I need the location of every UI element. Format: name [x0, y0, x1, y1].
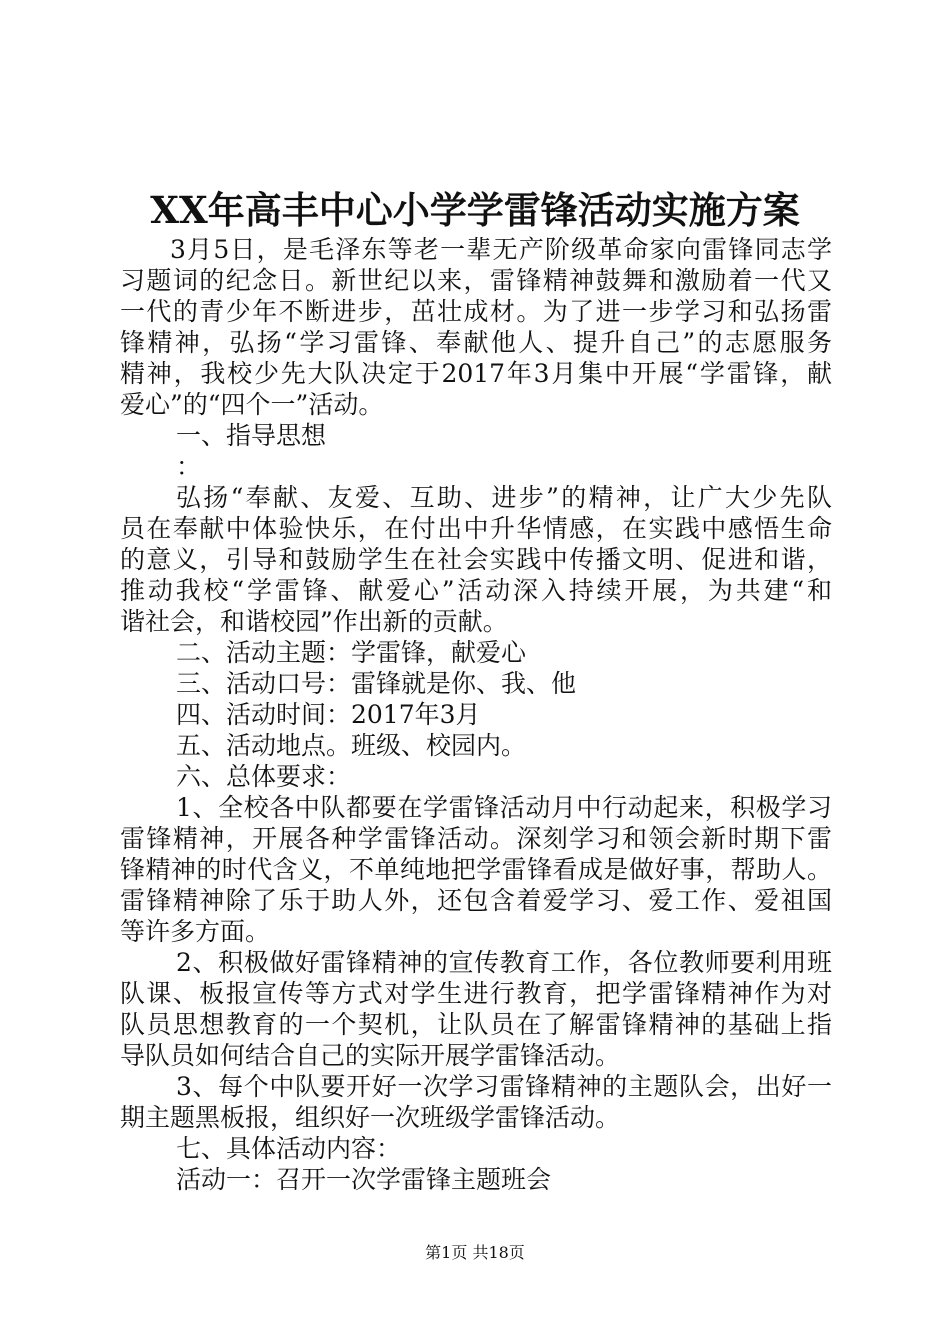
paragraph-line: 3、每个中队要开好一次学习雷锋精神的主题队会，出好一	[176, 1072, 832, 1101]
paragraph-line: 等许多方面。	[120, 917, 271, 946]
paragraph-line: 1、全校各中队都要在学雷锋活动月中行动起来，积极学习	[176, 793, 832, 822]
section-heading: 二、活动主题：学雷锋，献爱心	[176, 638, 527, 667]
paragraph-line: 爱心”的“四个一”活动。	[120, 390, 384, 419]
document-body	[120, 234, 832, 1195]
paragraph-line: 锋精神，弘扬“学习雷锋、奉献他人、提升自己”的志愿服务	[120, 328, 832, 357]
section-heading: 四、活动时间：2017年3月	[176, 700, 481, 729]
paragraph-line: 2、积极做好雷锋精神的宣传教育工作，各位教师要利用班	[176, 948, 832, 977]
section-heading: 七、具体活动内容：	[176, 1134, 402, 1163]
paragraph-line: 的意义，引导和鼓励学生在社会实践中传播文明、促进和谐，	[120, 545, 832, 574]
paragraph-line: 弘扬“奉献、友爱、互助、进步”的精神，让广大少先队	[176, 483, 832, 512]
paragraph-line: 雷锋精神除了乐于助人外，还包含着爱学习、爱工作、爱祖国	[120, 886, 832, 915]
section-heading: 活动一：召开一次学雷锋主题班会	[176, 1165, 552, 1194]
section-colon: ：	[176, 452, 202, 481]
document-title: XX年高丰中心小学学雷锋活动实施方案	[150, 188, 800, 232]
paragraph-line: 期主题黑板报，组织好一次班级学雷锋活动。	[120, 1103, 621, 1132]
paragraph-line: 员在奉献中体验快乐，在付出中升华情感，在实践中感悟生命	[120, 514, 832, 543]
paragraph-line: 3月5日，是毛泽东等老一辈无产阶级革命家向雷锋同志学	[170, 235, 832, 264]
paragraph-line: 精神，我校少先大队决定于2017年3月集中开展“学雷锋，献	[120, 359, 832, 388]
paragraph-line: 队员思想教育的一个契机，让队员在了解雷锋精神的基础上指	[120, 1010, 832, 1039]
paragraph-line: 导队员如何结合自己的实际开展学雷锋活动。	[120, 1041, 621, 1070]
paragraph-line: 一代的青少年不断进步，茁壮成材。为了进一步学习和弘扬雷	[120, 297, 832, 326]
section-heading: 五、活动地点。班级、校园内。	[176, 731, 527, 760]
section-heading: 三、活动口号：雷锋就是你、我、他	[176, 669, 577, 698]
paragraph-line: 习题词的纪念日。新世纪以来，雷锋精神鼓舞和激励着一代又	[120, 266, 832, 295]
paragraph-line: 队课、板报宣传等方式对学生进行教育，把学雷锋精神作为对	[120, 979, 832, 1008]
paragraph-line: 雷锋精神，开展各种学雷锋活动。深刻学习和领会新时期下雷	[120, 824, 832, 853]
section-heading: 六、总体要求：	[176, 762, 352, 791]
paragraph-line: 推动我校“学雷锋、献爱心”活动深入持续开展，为共建“和	[120, 576, 832, 605]
page-number-footer: 第1页 共18页	[425, 1243, 525, 1262]
paragraph-line: 谐社会，和谐校园”作出新的贡献。	[120, 607, 508, 636]
paragraph-line: 锋精神的时代含义，不单纯地把学雷锋看成是做好事，帮助人。	[120, 855, 832, 884]
section-heading: 一、指导思想	[176, 421, 327, 450]
